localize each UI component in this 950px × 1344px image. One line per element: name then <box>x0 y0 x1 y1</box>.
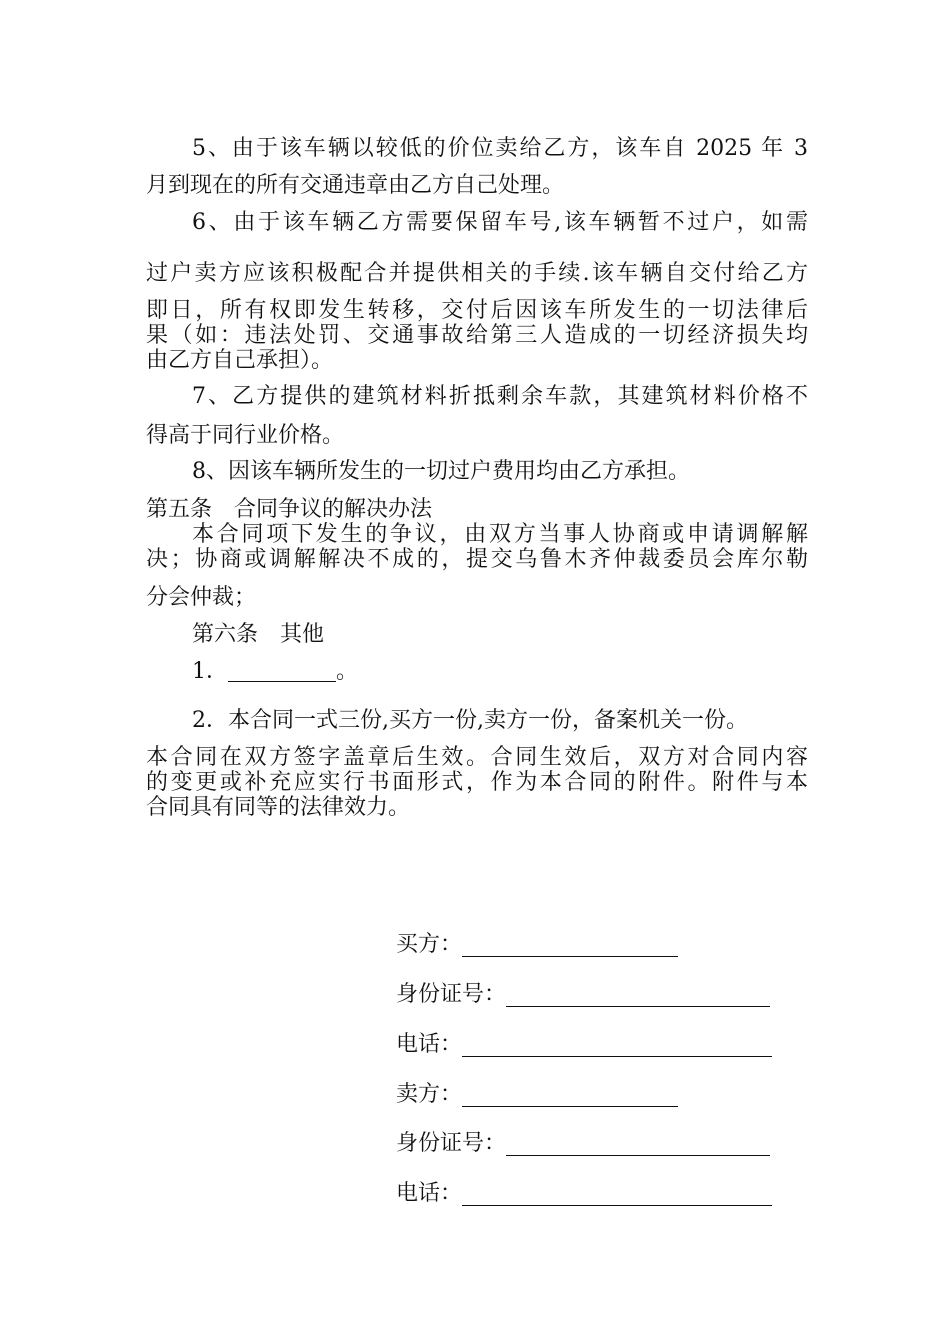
clause-6-line-1: 6、由于该车辆乙方需要保留车号,该车辆暂不过户，如需 <box>192 210 808 235</box>
seller-blank <box>462 1080 678 1107</box>
clause-6-line-5: 由乙方自己承担）。 <box>146 348 334 373</box>
clause-7-line-1: 7、乙方提供的建筑材料折抵剩余车款，其建筑材料价格不 <box>192 384 808 409</box>
item-1-number: 1． <box>192 659 228 684</box>
clause-7-line-2: 得高于同行业价格。 <box>146 423 345 448</box>
buyer-phone-label: 电话： <box>396 1032 463 1057</box>
seller-label: 卖方： <box>396 1082 463 1107</box>
buyer-signature-row <box>396 930 678 960</box>
seller-id-blank <box>506 1129 770 1156</box>
seller-phone-blank <box>462 1179 772 1206</box>
clause-5-line-2: 月到现在的所有交通违章由乙方自己处理。 <box>146 173 565 198</box>
item-1-blank <box>228 657 336 682</box>
article-5-line-2: 决；协商或调解解决不成的，提交乌鲁木齐仲裁委员会库尔勒 <box>146 547 808 572</box>
clause-8-line-1: 8、因该车辆所发生的一切过户费用均由乙方承担。 <box>192 459 690 484</box>
buyer-id-blank <box>506 980 770 1007</box>
article-5-line-1: 本合同项下发生的争议，由双方当事人协商或申请调解解 <box>192 522 808 547</box>
buyer-phone-blank <box>462 1030 772 1057</box>
buyer-label: 买方： <box>396 932 463 957</box>
article-6-item-1 <box>192 657 808 687</box>
article-6-item-2-line-1: 2．本合同一式三份,买方一份,卖方一份，备案机关一份。 <box>192 708 748 733</box>
article-6-heading: 第六条 其他 <box>192 622 325 647</box>
buyer-id-row <box>396 980 770 1010</box>
seller-signature-row <box>396 1080 678 1110</box>
buyer-id-label: 身份证号： <box>396 982 507 1007</box>
clause-6-line-4: 果（如：违法处罚、交通事故给第三人造成的一切经济损失均 <box>146 323 808 348</box>
buyer-blank <box>462 930 678 957</box>
buyer-phone-row <box>396 1030 772 1060</box>
clause-6-line-3: 即日，所有权即发生转移，交付后因该车所发生的一切法律后 <box>146 298 808 323</box>
clause-6-line-2: 过户卖方应该积极配合并提供相关的手续.该车辆自交付给乙方 <box>146 261 808 286</box>
seller-phone-row <box>396 1179 772 1209</box>
seller-phone-label: 电话： <box>396 1181 463 1206</box>
article-5-line-3: 分会仲裁； <box>146 585 257 610</box>
seller-id-row <box>396 1129 770 1159</box>
seller-id-label: 身份证号： <box>396 1131 507 1156</box>
clause-5-line-1: 5、由于该车辆以较低的价位卖给乙方，该车自 2025 年 3 <box>192 136 808 161</box>
article-5-heading: 第五条 合同争议的解决办法 <box>146 497 433 522</box>
article-6-item-2-line-3: 的变更或补充应实行书面形式，作为本合同的附件。附件与本 <box>146 770 808 795</box>
article-6-item-2-line-4: 合同具有同等的法律效力。 <box>146 795 411 820</box>
article-6-item-2-line-2: 本合同在双方签字盖章后生效。合同生效后，双方对合同内容 <box>146 745 808 770</box>
item-1-end: 。 <box>336 659 359 684</box>
